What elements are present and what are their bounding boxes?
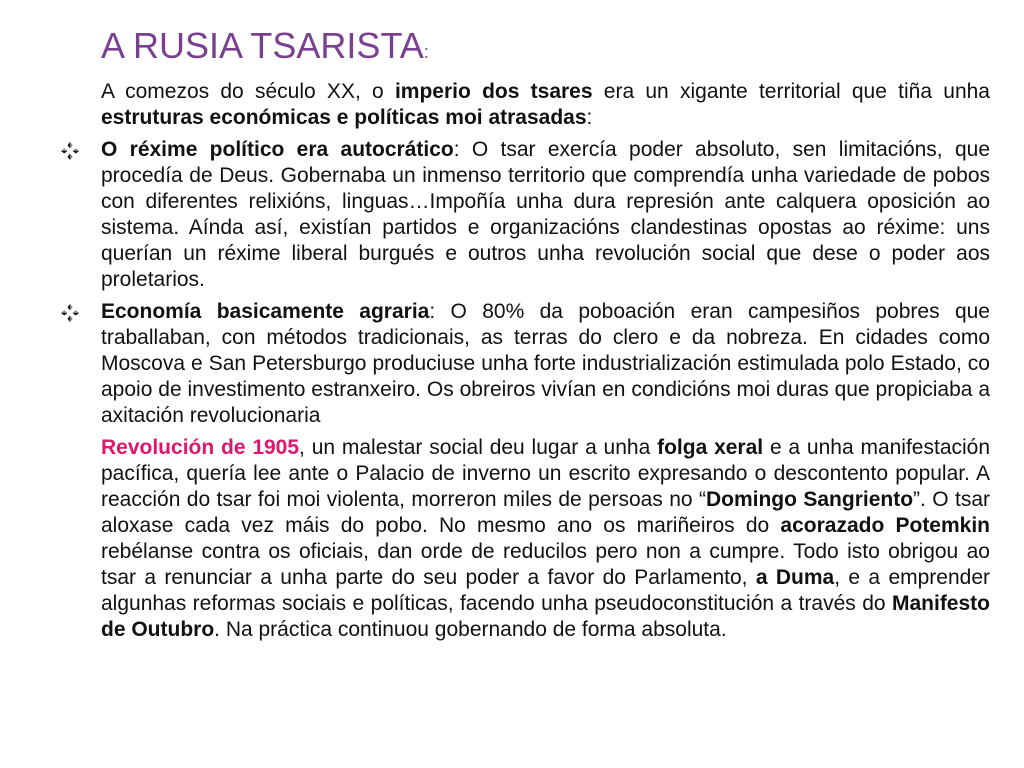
revolution-paragraph (101, 435, 990, 643)
intro-text-1: A comezos do século XX, o (101, 80, 395, 103)
revolution-text-3: ”. O tsar aloxase cada vez máis do pobo. No mesmo ano os mariñeiros do (101, 488, 990, 537)
revolution-bold-1: folga xeral (657, 436, 764, 459)
intro-bold-1: imperio dos tsares (394, 80, 593, 103)
economy-bullet (101, 299, 990, 429)
intro-text-3: : (586, 106, 593, 129)
intro-paragraph (101, 79, 990, 131)
slide-title-colon: : (423, 42, 429, 62)
slide-body (101, 79, 990, 649)
regime-heading: O réxime político era autocrático (101, 138, 454, 161)
revolution-heading: Revolución de 1905 (101, 436, 300, 459)
slide-title-text: A RUSIA TSARISTA (101, 25, 424, 66)
revolution-text-4: rebélanse contra os oficiais, dan orde de reducilos pero non a cumpre. Todo isto obrigou ao tsar a renunciar a unha parte do seu poder a favor do Parlamento, (101, 540, 990, 589)
revolution-bold-2: Domingo Sangriento (705, 488, 914, 511)
economy-text: : O 80% da poboación eran campesiños pobres que traballaban, con métodos tradicionais, as terras do clero e da nobreza. En cidades como Moscova e San Petersburgo produciuse unha forte industrialización estimulada polo Estado, co apoio de investimento estranxeiro. Os obreiros vivían en condicións moi duras que propiciaba a axitación revolucionaria (101, 300, 990, 427)
revolution-text-5: , e a emprender algunhas reformas sociais e políticas, facendo unha pseudoconstitución a través do (101, 566, 990, 615)
regime-bullet (101, 137, 990, 293)
intro-bold-2: estruturas económicas e políticas moi atrasadas (101, 106, 587, 129)
revolution-text-6: . Na práctica continuou gobernando de forma absoluta. (214, 618, 727, 641)
slide-title (101, 24, 429, 74)
revolution-bold-3: acorazado Potemkin (780, 514, 991, 537)
revolution-text-1: , un malestar social deu lugar a unha (299, 436, 658, 459)
diamond-bullet-icon (61, 304, 79, 322)
revolution-text-2: e a unha manifestación pacífica, quería lee ante o Palacio de inverno un escrito expresando o descontento popular. A reacción do tsar foi moi violenta, morreron miles de persoas no “ (101, 436, 991, 511)
revolution-bold-5: Manifesto de Outubro (101, 592, 990, 641)
economy-heading: Economía basicamente agraria (101, 300, 430, 323)
revolution-bold-4: a Duma (755, 566, 835, 589)
diamond-bullet-icon (61, 142, 79, 160)
regime-text: : O tsar exercía poder absoluto, sen limitacións, que procedía de Deus. Gobernaba un inmenso territorio que comprendía unha variedade de pobos con diferentes relixións, linguas…Impoñía unha dura represión ante calquera oposición ao sistema. Aínda así, existían partidos e organizacións clandestinas opostas ao réxime: uns querían un réxime liberal burgués e outros unha revolución social que dese o poder aos proletarios. (101, 138, 990, 291)
intro-text-2: era un xigante territorial que tiña unha (592, 80, 990, 103)
